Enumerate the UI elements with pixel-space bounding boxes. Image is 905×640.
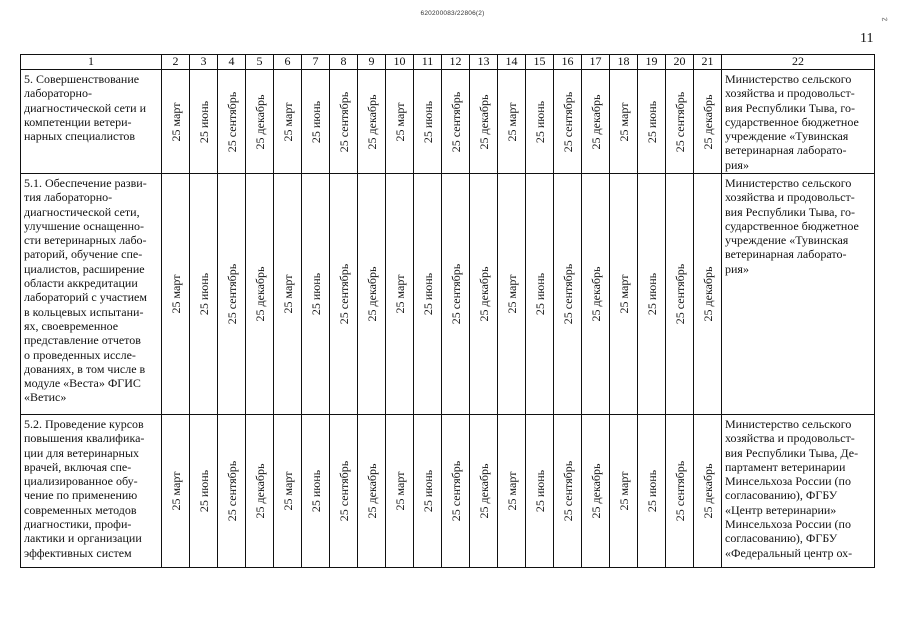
column-header-20: 20	[666, 55, 694, 70]
responsible-text-line: хозяйства и продовольст-	[725, 86, 855, 101]
activity-text-line: нарных специалистов	[24, 129, 136, 144]
table-row	[21, 415, 875, 568]
deadline-cell	[386, 174, 414, 415]
deadline-text: 25 июнь	[644, 100, 659, 143]
deadline-cell	[162, 174, 190, 415]
activity-text-line: области аккредитации	[24, 276, 138, 291]
responsible-text-line: учреждение «Тувинская	[725, 129, 849, 144]
activity-text-line: циалистов, расширение	[24, 261, 145, 276]
activity-text-line: повышения квалифика-	[24, 431, 145, 446]
deadline-cell	[638, 174, 666, 415]
deadline-text: 25 сентябрь	[336, 91, 351, 152]
deadline-text: 25 март	[280, 274, 295, 314]
deadline-cell	[470, 70, 498, 174]
deadline-cell	[386, 70, 414, 174]
deadline-text: 25 март	[504, 471, 519, 511]
deadline-text: 25 март	[168, 102, 183, 141]
deadline-cell	[442, 415, 470, 568]
responsible-text-line: рия»	[725, 261, 749, 276]
deadline-text: 25 март	[616, 102, 631, 141]
deadline-cell	[190, 415, 218, 568]
responsible-text-line: хозяйства и продовольст-	[725, 431, 855, 446]
deadline-text: 25 март	[504, 102, 519, 141]
deadline-text: 25 декабрь	[252, 463, 267, 519]
column-header-5: 5	[246, 55, 274, 70]
deadline-cell	[218, 415, 246, 568]
deadline-text: 25 март	[392, 274, 407, 314]
column-header-21: 21	[694, 55, 722, 70]
page-number: 11	[860, 31, 874, 46]
deadline-text: 25 декабрь	[588, 266, 603, 322]
column-header-14: 14	[498, 55, 526, 70]
activity-text-line: лабораторий с участием	[24, 290, 147, 305]
deadline-cell	[554, 415, 582, 568]
deadline-text: 25 сентябрь	[560, 91, 575, 152]
column-header-2: 2	[162, 55, 190, 70]
deadline-text: 25 сентябрь	[672, 460, 687, 522]
deadline-text: 25 июнь	[532, 272, 547, 316]
deadline-text: 25 декабрь	[588, 463, 603, 519]
deadline-text: 25 июнь	[196, 469, 211, 513]
activity-text-line: 5.1. Обеспечение разви-	[24, 176, 147, 190]
responsible-text-line: «Федеральный центр ох-	[725, 545, 853, 560]
deadline-cell	[414, 415, 442, 568]
deadline-text: 25 декабрь	[364, 266, 379, 322]
responsible-text-line: Министерство сельского	[725, 72, 852, 86]
deadline-text: 25 декабрь	[252, 266, 267, 322]
deadline-cell	[610, 415, 638, 568]
deadline-text: 25 декабрь	[700, 94, 715, 149]
deadline-cell	[358, 415, 386, 568]
deadline-cell	[498, 70, 526, 174]
deadline-text: 25 сентябрь	[672, 263, 687, 325]
deadline-text: 25 декабрь	[364, 94, 379, 149]
deadline-text: 25 март	[392, 471, 407, 511]
deadline-text: 25 декабрь	[364, 463, 379, 519]
activity-text-line: компетенции ветери-	[24, 114, 132, 129]
deadline-cell	[274, 70, 302, 174]
deadline-text: 25 июнь	[420, 272, 435, 316]
deadline-cell	[330, 174, 358, 415]
activity-text-line: ции для ветеринарных	[24, 445, 140, 460]
responsible-text-line: рия»	[725, 157, 749, 172]
deadline-cell	[330, 415, 358, 568]
deadline-cell	[470, 174, 498, 415]
deadline-text: 25 сентябрь	[224, 460, 239, 522]
activity-text-line: модуле «Веста» ФГИС	[24, 376, 141, 391]
deadline-text: 25 сентябрь	[336, 263, 351, 325]
deadline-cell	[162, 70, 190, 174]
activity-text-line: диагностики, профи-	[24, 517, 132, 532]
deadline-text: 25 сентябрь	[224, 263, 239, 325]
deadline-text: 25 июнь	[308, 272, 323, 316]
schedule-table	[20, 54, 875, 568]
deadline-cell	[190, 70, 218, 174]
deadline-cell	[386, 415, 414, 568]
deadline-text: 25 сентябрь	[448, 91, 463, 152]
activity-text-line: представление отчетов	[24, 333, 141, 348]
responsible-text-line: вия Республики Тыва, го-	[725, 100, 856, 115]
table-row	[21, 70, 875, 174]
activity-text-line: в кольцевых испытани-	[24, 304, 144, 319]
activity-text-line: современных методов	[24, 502, 137, 517]
header-row	[21, 55, 875, 70]
deadline-cell	[694, 174, 722, 415]
deadline-text: 25 сентябрь	[672, 91, 687, 152]
activity-text-line: ях, своевременное	[24, 318, 119, 333]
column-header-12: 12	[442, 55, 470, 70]
deadline-cell	[638, 415, 666, 568]
column-header-11: 11	[414, 55, 442, 70]
column-header-19: 19	[638, 55, 666, 70]
corner-handwritten-mark: ∿	[878, 12, 891, 26]
deadline-cell	[302, 174, 330, 415]
table-row	[21, 174, 875, 415]
deadline-text: 25 март	[280, 471, 295, 511]
responsible-text-line: учреждение «Тувинская	[725, 233, 849, 248]
deadline-text: 25 сентябрь	[448, 263, 463, 325]
document-id: 620200083/22806(2)	[420, 10, 485, 17]
deadline-text: 25 июнь	[420, 100, 435, 143]
activity-cell	[21, 70, 162, 174]
activity-text-line: диагностической сети,	[24, 204, 140, 219]
activity-text-line: диагностической сети и	[24, 100, 147, 115]
deadline-cell	[246, 174, 274, 415]
responsible-text-line: сударственное бюджетное	[725, 114, 859, 129]
deadline-cell	[358, 174, 386, 415]
responsible-text-line: Министерство сельского	[725, 417, 852, 431]
responsible-text-line: ветеринарная лаборато-	[725, 247, 847, 262]
deadline-cell	[582, 415, 610, 568]
deadline-cell	[526, 174, 554, 415]
deadline-cell	[442, 70, 470, 174]
deadline-cell	[694, 415, 722, 568]
deadline-text: 25 июнь	[196, 100, 211, 143]
deadline-text: 25 июнь	[420, 469, 435, 513]
responsible-text-line: партамент ветеринарии	[725, 459, 846, 474]
deadline-cell	[638, 70, 666, 174]
deadline-text: 25 март	[616, 274, 631, 314]
deadline-text: 25 март	[280, 102, 295, 141]
deadline-text: 25 декабрь	[700, 463, 715, 519]
activity-text-line: чение по применению	[24, 488, 138, 503]
column-header-1: 1	[21, 55, 162, 70]
deadline-text: 25 июнь	[644, 469, 659, 513]
deadline-text: 25 март	[392, 102, 407, 141]
column-header-18: 18	[610, 55, 638, 70]
responsible-text-line: ветеринарная лаборато-	[725, 143, 847, 158]
activity-cell	[21, 174, 162, 415]
deadline-text: 25 март	[616, 471, 631, 511]
deadline-cell	[582, 70, 610, 174]
deadline-text: 25 сентябрь	[560, 460, 575, 522]
responsible-text-line: сударственное бюджетное	[725, 218, 859, 233]
deadline-text: 25 сентябрь	[336, 460, 351, 522]
deadline-cell	[666, 70, 694, 174]
deadline-cell	[330, 70, 358, 174]
deadline-cell	[162, 415, 190, 568]
deadline-cell	[442, 174, 470, 415]
deadline-text: 25 сентябрь	[224, 91, 239, 152]
deadline-cell	[610, 70, 638, 174]
deadline-cell	[666, 174, 694, 415]
deadline-text: 25 декабрь	[476, 463, 491, 519]
responsible-cell	[722, 174, 875, 415]
deadline-text: 25 июнь	[532, 100, 547, 143]
deadline-text: 25 июнь	[644, 272, 659, 316]
deadline-cell	[246, 415, 274, 568]
deadline-cell	[246, 70, 274, 174]
activity-text-line: 5.2. Проведение курсов	[24, 417, 144, 431]
deadline-cell	[470, 415, 498, 568]
responsible-text-line: «Центр ветеринарии»	[725, 502, 837, 517]
deadline-cell	[190, 174, 218, 415]
deadline-text: 25 июнь	[308, 469, 323, 513]
deadline-cell	[666, 415, 694, 568]
responsible-text-line: согласованию), ФГБУ	[725, 488, 838, 503]
activity-cell	[21, 415, 162, 568]
column-header-4: 4	[218, 55, 246, 70]
deadline-cell	[582, 174, 610, 415]
activity-text-line: о проведенных иссле-	[24, 347, 136, 362]
activity-text-line: сти ветеринарных лабо-	[24, 233, 147, 248]
deadline-cell	[498, 174, 526, 415]
activity-text-line: тия лабораторно-	[24, 190, 113, 205]
deadline-cell	[218, 70, 246, 174]
column-header-7: 7	[302, 55, 330, 70]
deadline-text: 25 сентябрь	[448, 460, 463, 522]
deadline-cell	[610, 174, 638, 415]
deadline-cell	[218, 174, 246, 415]
deadline-text: 25 март	[504, 274, 519, 314]
activity-text-line: улучшение оснащенно-	[24, 218, 145, 233]
deadline-text: 25 март	[168, 274, 183, 314]
deadline-cell	[414, 174, 442, 415]
deadline-cell	[358, 70, 386, 174]
responsible-text-line: Министерство сельского	[725, 176, 852, 190]
activity-text-line: лактики и организации	[24, 531, 142, 546]
responsible-text-line: Минсельхоза России (по	[725, 474, 851, 489]
deadline-cell	[302, 415, 330, 568]
deadline-text: 25 декабрь	[252, 94, 267, 149]
activity-text-line: лабораторно-	[24, 86, 92, 101]
deadline-cell	[526, 415, 554, 568]
column-header-9: 9	[358, 55, 386, 70]
deadline-text: 25 июнь	[196, 272, 211, 316]
responsible-cell	[722, 415, 875, 568]
deadline-cell	[554, 174, 582, 415]
column-header-15: 15	[526, 55, 554, 70]
responsible-text-line: Минсельхоза России (по	[725, 517, 851, 532]
responsible-text-line: вия Республики Тыва, го-	[725, 204, 856, 219]
responsible-text-line: согласованию), ФГБУ	[725, 531, 838, 546]
deadline-cell	[274, 415, 302, 568]
column-header-3: 3	[190, 55, 218, 70]
deadline-text: 25 декабрь	[700, 266, 715, 322]
deadline-cell	[498, 415, 526, 568]
deadline-text: 25 сентябрь	[560, 263, 575, 325]
deadline-text: 25 март	[168, 471, 183, 511]
deadline-cell	[274, 174, 302, 415]
column-header-17: 17	[582, 55, 610, 70]
deadline-cell	[526, 70, 554, 174]
deadline-cell	[694, 70, 722, 174]
activity-text-line: 5. Совершенствование	[24, 72, 140, 86]
deadline-text: 25 декабрь	[476, 94, 491, 149]
column-header-22: 22	[722, 55, 875, 70]
activity-text-line: дованиях, в том числе в	[24, 361, 146, 376]
responsible-cell	[722, 70, 875, 174]
responsible-text-line: вия Республики Тыва, Де-	[725, 445, 859, 460]
deadline-cell	[554, 70, 582, 174]
activity-text-line: «Ветис»	[24, 390, 67, 405]
activity-text-line: раторий, обучение спе-	[24, 247, 143, 262]
deadline-text: 25 июнь	[532, 469, 547, 513]
column-header-10: 10	[386, 55, 414, 70]
responsible-text-line: хозяйства и продовольст-	[725, 190, 855, 205]
deadline-text: 25 июнь	[308, 100, 323, 143]
activity-text-line: эффективных систем	[24, 545, 132, 560]
deadline-text: 25 декабрь	[588, 94, 603, 149]
column-header-13: 13	[470, 55, 498, 70]
deadline-text: 25 декабрь	[476, 266, 491, 322]
activity-text-line: врачей, включая спе-	[24, 459, 132, 474]
deadline-cell	[302, 70, 330, 174]
activity-text-line: циализированное обу-	[24, 474, 138, 489]
deadline-cell	[414, 70, 442, 174]
column-header-8: 8	[330, 55, 358, 70]
column-header-6: 6	[274, 55, 302, 70]
column-header-16: 16	[554, 55, 582, 70]
